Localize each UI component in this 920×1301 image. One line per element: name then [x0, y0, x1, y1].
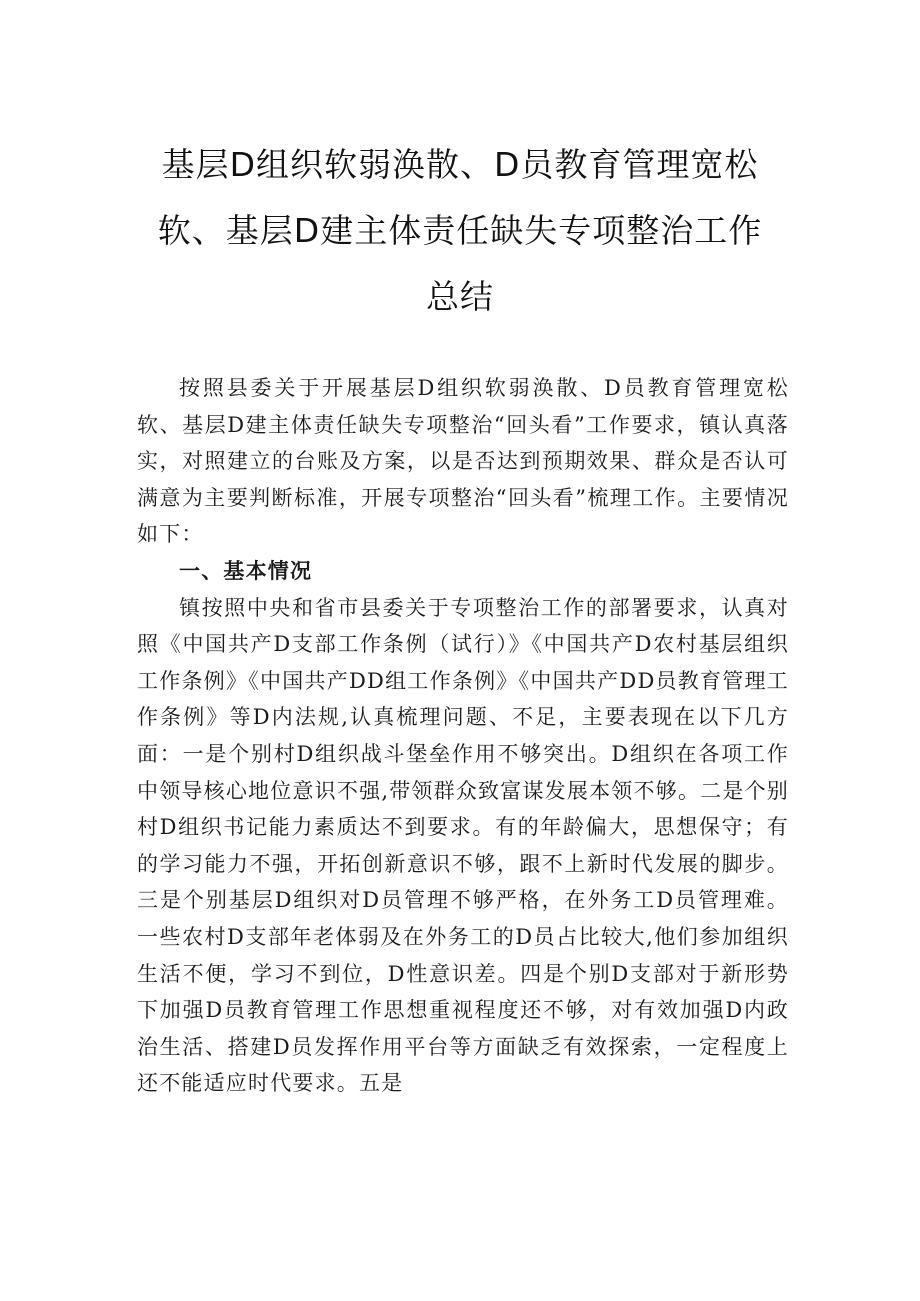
- title-line-3: 总结: [426, 277, 494, 316]
- intro-paragraph: 按照县委关于开展基层D组织软弱涣散、D员教育管理宽松软、基层D建主体责任缺失专项整治“回头看”工作要求，镇认真落实，对照建立的台账及方案，以是否达到预期效果、群众是否认可满意为主要判断标准，开展专项整治“回头看”梳理工作。主要情况如下：: [137, 376, 789, 547]
- document-body: [137, 370, 789, 1102]
- title-line-1: 基层D组织软弱涣散、D员教育管理宽松: [161, 145, 759, 184]
- document-title: [120, 132, 800, 330]
- title-line-2: 软、基层D建主体责任缺失专项整治工作: [157, 211, 763, 250]
- section-heading: 一、基本情况: [179, 558, 313, 583]
- section-paragraph: 镇按照中央和省市县委关于专项整治工作的部署要求，认真对照《中国共产D支部工作条例（试行）》《中国共产D农村基层组织工作条例》《中国共产DD组工作条例》《中国共产DD员教育管理工作条例》等D内法规,认真梳理问题、不足，主要表现在以下几方面：一是个别村D组织战斗堡垒作用不够突出。D组织在各项工作中领导核心地位意识不强,带领群众致富谋发展本领不够。二是个别村D组织书记能力素质达不到要求。有的年龄偏大，思想保守；有的学习能力不强，开拓创新意识不够，跟不上新时代发展的脚步。三是个别基层D组织对D员管理不够严格，在外务工D员管理难。一些农村D支部年老体弱及在外务工的D员占比较大,他们参加组织生活不便，学习不到位，D性意识差。四是个别D支部对于新形势下加强D员教育管理工作思想重视程度还不够，对有效加强D内政治生活、搭建D员发挥作用平台等方面缺乏有效探索，一定程度上还不能适应时代要求。五是: [137, 595, 789, 1096]
